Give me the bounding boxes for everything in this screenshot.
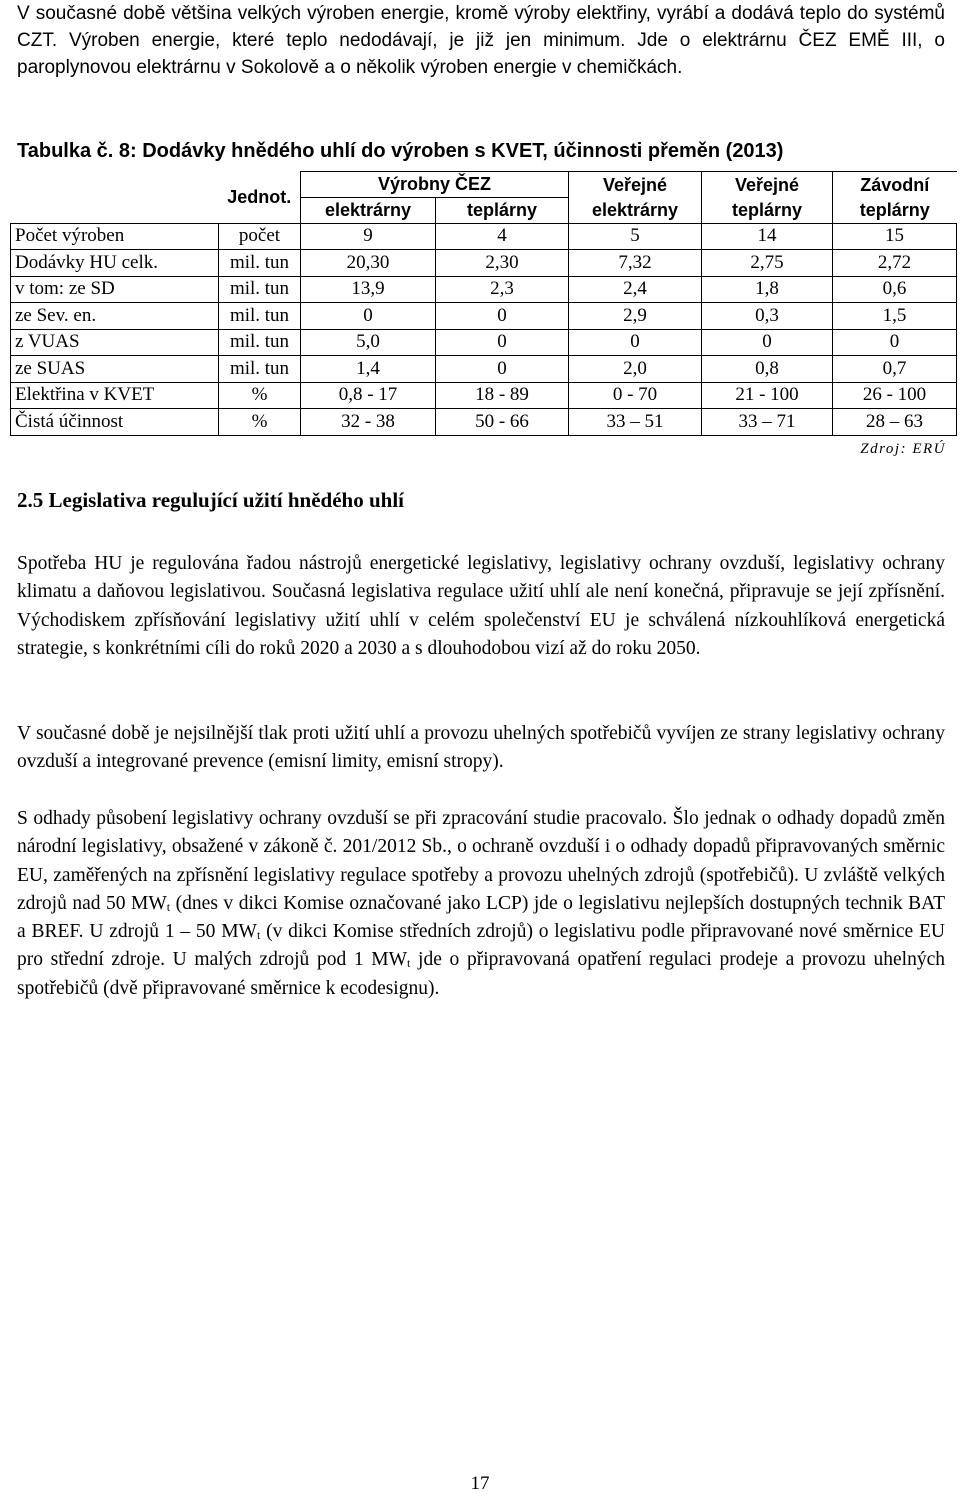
paragraph-3-text	[17, 805, 945, 1003]
section-heading: 2.5 Legislativa regulující užití hnědého uhlí	[17, 488, 404, 512]
table-body	[11, 223, 957, 435]
header-public-power-1: Veřejné	[569, 172, 702, 198]
header-factory-heat-1: Závodní	[833, 172, 957, 198]
table-cell: 1,8	[702, 276, 833, 303]
header-cez-heat: teplárny	[436, 197, 569, 223]
table-row	[11, 356, 957, 383]
table-cell: 2,72	[833, 250, 957, 277]
row-label: v tom: ze SD	[11, 276, 219, 303]
table-cell: 0,3	[702, 303, 833, 330]
row-label: Dodávky HU celk.	[11, 250, 219, 277]
row-label: z VUAS	[11, 329, 219, 356]
table-header-row-1	[11, 172, 957, 198]
row-unit: mil. tun	[219, 329, 301, 356]
table-cell: 0	[702, 329, 833, 356]
table-cell: 33 – 71	[702, 409, 833, 436]
row-label: ze SUAS	[11, 356, 219, 383]
table-header-row-2	[11, 197, 957, 223]
table-cell: 0	[436, 329, 569, 356]
table-row	[11, 329, 957, 356]
page-number: 17	[470, 1473, 490, 1494]
row-label: Čistá účinnost	[11, 409, 219, 436]
row-unit: %	[219, 409, 301, 436]
table-cell: 2,30	[436, 250, 569, 277]
table-cell: 0	[569, 329, 702, 356]
row-unit: mil. tun	[219, 276, 301, 303]
table-cell: 2,0	[569, 356, 702, 383]
table-row	[11, 223, 957, 250]
table-cell: 0,6	[833, 276, 957, 303]
table-cell: 0	[436, 303, 569, 330]
table-cell: 21 - 100	[702, 382, 833, 409]
table-row	[11, 303, 957, 330]
table-cell: 18 - 89	[436, 382, 569, 409]
table-cell: 28 – 63	[833, 409, 957, 436]
table-cell: 7,32	[569, 250, 702, 277]
table-cell: 33 – 51	[569, 409, 702, 436]
table-row	[11, 409, 957, 436]
table-cell: 14	[702, 223, 833, 250]
table-row	[11, 382, 957, 409]
paragraph-2-text: V současné době je nejsilnější tlak proti užití uhlí a provozu uhelných spotřebičů vyvíjen ze strany legislativy ochrany ovzduší a integrované prevence (emisní limity, emisní stropy).	[17, 723, 945, 773]
table-cell: 20,30	[301, 250, 436, 277]
paragraph-3-part-2: (dnes v dikci Komise označované jako LCP) jde o legislativu nejlepších dostupných technik BAT a BREF. U zdrojů 1 – 50 MW	[17, 892, 945, 943]
table-cell: 1,5	[833, 303, 957, 330]
row-label: Počet výroben	[11, 223, 219, 250]
table-cell: 0	[301, 303, 436, 330]
table-cell: 1,4	[301, 356, 436, 383]
table-cell: 32 - 38	[301, 409, 436, 436]
paragraph-2	[17, 720, 945, 777]
paragraph-3-part-3: (v dikci Komise středních zdrojů) o legislativu podle připravované nové směrnice EU pro střední zdroje. U malých zdrojů pod 1 MW	[17, 921, 945, 971]
subscript-t: t	[166, 899, 171, 914]
paragraph-3-part-4: jde o připravovaná opatření regulaci prodeje a provozu uhelných spotřebičů (dvě připravované směrnice k ecodesignu).	[17, 949, 945, 999]
row-unit: mil. tun	[219, 303, 301, 330]
intro-paragraph: V současné době většina velkých výroben energie, kromě výroby elektřiny, vyrábí a dodává teplo do systémů CZT. Výroben energie, které teplo nedodávají, je již jen minimum. Jde o elektrárnu ČEZ EMĚ III, o paroplynovou elektrárnu v Sokolově a o několik výroben energie v chemičkách.	[17, 3, 945, 78]
header-public-heat-1: Veřejné	[702, 172, 833, 198]
table-cell: 0	[436, 356, 569, 383]
header-cez-power: elektrárny	[301, 197, 436, 223]
table-cell: 2,75	[702, 250, 833, 277]
table-cell: 9	[301, 223, 436, 250]
table-caption: Tabulka č. 8: Dodávky hnědého uhlí do výroben s KVET, účinnosti přeměn (2013)	[17, 140, 784, 162]
header-public-power-2: elektrárny	[569, 197, 702, 223]
paragraph-3-part-1: S odhady působení legislativy ochrany ovzduší se při zpracování studie pracovalo. Šlo jednak o odhady dopadů změn národní legislativy, obsažené v zákoně č. 201/2012 Sb., o ochraně ovzduší i o odhady dopadů připravovaných směrnic EU, zaměřených na zpřísnění legislativy regulace spotřeby a provozu uhelných zdrojů (spotřebičů). U zvláště velkých zdrojů nad 50 MW	[17, 808, 945, 914]
table-row	[11, 276, 957, 303]
header-factory-heat-2: teplárny	[833, 197, 957, 223]
paragraph-1-text: Spotřeba HU je regulována řadou nástrojů energetické legislativy, legislativy ochrany ovzduší, legislativy ochrany klimatu a daňovou legislativou. Současná legislativa regulace užití uhlí ale není konečná, připravuje se její zpřísnění. Východiskem zpřísňování legislativy užití uhlí v celém společenství EU je schválená nízkouhlíková energetická strategie, s konkrétními cíli do roků 2020 a 2030 a s dlouhodobou vizí až do roku 2050.	[17, 553, 945, 659]
table-row	[11, 250, 957, 277]
row-unit: mil. tun	[219, 250, 301, 277]
table-cell: 5,0	[301, 329, 436, 356]
row-unit: %	[219, 382, 301, 409]
table-cell: 50 - 66	[436, 409, 569, 436]
header-unit: Jednot.	[227, 187, 292, 207]
header-cez-group: Výrobny ČEZ	[301, 172, 569, 198]
table-cell: 0,7	[833, 356, 957, 383]
row-unit: mil. tun	[219, 356, 301, 383]
header-public-heat-2: teplárny	[702, 197, 833, 223]
coal-supply-table	[10, 171, 957, 436]
paragraph-3	[17, 805, 945, 1003]
subscript-t: t	[407, 956, 411, 971]
table-cell: 0,8 - 17	[301, 382, 436, 409]
table-cell: 0	[833, 329, 957, 356]
table-source: Zdroj: ERÚ	[860, 441, 946, 457]
table-cell: 15	[833, 223, 957, 250]
table-cell: 2,9	[569, 303, 702, 330]
row-label: ze Sev. en.	[11, 303, 219, 330]
table-cell: 2,4	[569, 276, 702, 303]
table-cell: 13,9	[301, 276, 436, 303]
row-unit: počet	[219, 223, 301, 250]
paragraph-1	[17, 550, 945, 663]
subscript-t: t	[256, 928, 261, 943]
table-cell: 4	[436, 223, 569, 250]
table-cell: 2,3	[436, 276, 569, 303]
intro-text	[17, 0, 945, 81]
table-cell: 5	[569, 223, 702, 250]
table-cell: 0,8	[702, 356, 833, 383]
table-cell: 0 - 70	[569, 382, 702, 409]
table-cell: 26 - 100	[833, 382, 957, 409]
row-label: Elektřina v KVET	[11, 382, 219, 409]
